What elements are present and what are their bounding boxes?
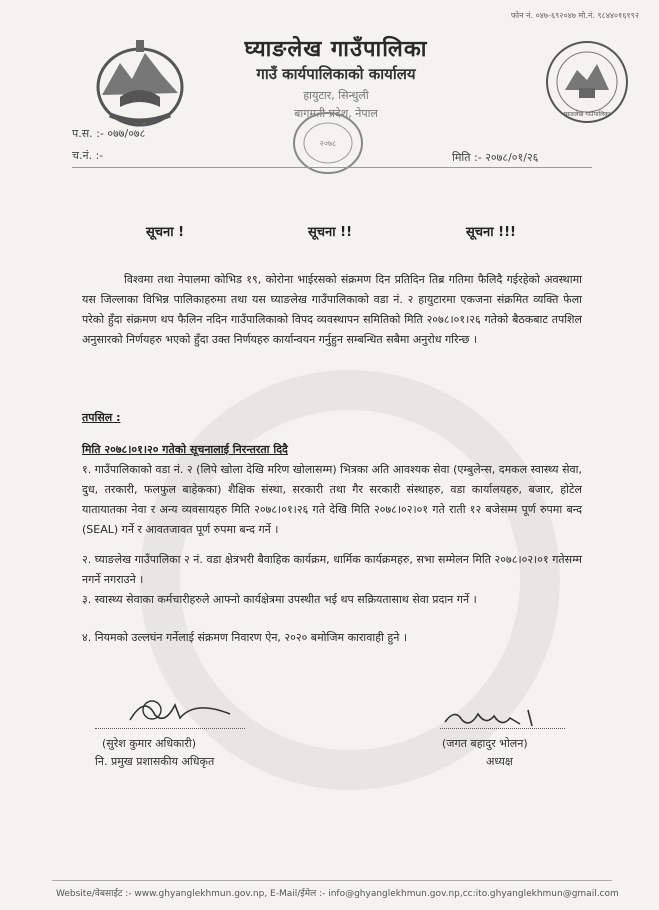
point-3: ३. स्वास्थ्य सेवाका कर्मचारीहरुले आफ्नो कार्यक्षेत्रमा उपस्थीत भई थप सक्रियतासाथ सेवा प्रदान गर्ने । xyxy=(82,593,477,606)
notice-heading-2: सूचना !! xyxy=(308,225,353,240)
address-line-2: बागमती प्रदेश, नेपाल xyxy=(294,107,378,120)
address-line-1: हायुटार, सिन्धुली xyxy=(303,89,369,102)
letter-date: मिति :- २०७८/०१/२६ xyxy=(452,151,539,164)
continuation-label: मिति २०७८।०१।२० गतेको सूचनालाई निरन्तरता दिदै xyxy=(82,443,288,456)
office-subtitle: गाउँ कार्यपालिकाको कार्यालय xyxy=(256,65,416,83)
nepal-emblem-icon xyxy=(90,35,190,130)
signature-left-icon xyxy=(120,690,240,730)
footer-divider xyxy=(52,880,612,881)
logo-text: घ्याङलेख गाउँपालिका xyxy=(563,111,611,118)
point-4: ४. नियमको उल्लघंन गर्नेलाई संक्रमण निवारण ऐन, २०२० बमोजिम कारावाही हुने । xyxy=(82,631,408,644)
phone-number: फोन नं. ०४७-६९२०४७ मो.नं. ९८४४०१६१९२ xyxy=(510,11,639,20)
signatory-left-title: नि. प्रमुख प्रशासकीय अधिकृत xyxy=(95,755,215,768)
svg-text:२०७८: २०७८ xyxy=(319,139,337,148)
municipality-logo-icon xyxy=(543,38,631,126)
reference-ps: प.स. :- ०७७/०७८ xyxy=(72,127,146,140)
reference-cn: च.नं. :- xyxy=(72,149,104,162)
header-divider xyxy=(72,167,592,168)
signatory-right-title: अध्यक्ष xyxy=(486,755,513,768)
notice-heading-3: सूचना !!! xyxy=(466,225,516,240)
signatory-left-name: (सुरेश कुमार अधिकारी) xyxy=(102,737,197,750)
notice-heading-1: सूचना ! xyxy=(146,225,185,240)
footer-contact: Website/वेबसाईट :- www.ghyanglekhmun.gov.np, E-Mail/ईमेल :- info@ghyanglekhmun.gov.np,cc:ito.ghyanglekhmun@gmail.com xyxy=(56,889,619,899)
intro-paragraph: विश्वमा तथा नेपालमा कोभिड १९, कोरोना भाईरसको संक्रमण दिन प्रतिदिन तिब्र गतिमा फैलिदै गईरहेको अवस्थामा यस जिल्लाका विभिन्न पालिकाहरुमा तथा यस घ्याङलेख गाउँपालिकाको वडा नं. २ हायुटारमा एकजना संक्रमित व्यक्ति फेला परेको हुँदा संक्रमण थप फैलिन नदिन गाउँपालिकाको विपद व्यवस्थापन समितिको मिति २०७८।०१।२६ गतेको बैठकबाट तपशिल अनुसारको निर्णयहरु भएको हुँदा उक्त निर्णयहरु कार्यान्वयन गर्नुहुन सम्बन्धित सबैमा अनुरोध गरिन्छ । xyxy=(82,273,582,346)
signatory-right-name: (जगत बहादुर भोलन) xyxy=(442,737,528,750)
municipality-title: घ्याङलेख गाउँपालिका xyxy=(244,37,428,62)
tapasil-label: तपसिल : xyxy=(82,411,121,424)
point-2: २. घ्याङलेख गाउँपालिका २ नं. वडा क्षेत्रभरी बैवाहिक कार्यक्रम, धार्मिक कार्यक्रमहरु, सभा सम्मेलन मिति २०७८।०२।०१ गतेसम्म नगर्ने नगराउने । xyxy=(82,553,582,586)
point-1: १. गाउँपालिकाको वडा नं. २ (लिपे खोला देखि मरिण खोलासम्म) भित्रका अति आवश्यक सेवा (एम्बुलेन्स, दमकल स्वास्थ्य सेवा, दुध, तरकारी, फलफुल बाहेकका) शैक्षिक संस्था, सरकारी तथा गैर सरकारी संस्थाहरु, वडा कार्यालयहरु, बजार, होटेल यातायातका नेवा र अन्य व्यवसायहरु मिति २०७८।०१।२६ गते देखि मिति २०७८।०२।०१ गते राती १२ बजेसम्म पूर्ण रुपमा बन्द (SEAL) गर्ने र आवतजावत पूर्ण रुपमा बन्द गर्ने । xyxy=(82,463,582,536)
